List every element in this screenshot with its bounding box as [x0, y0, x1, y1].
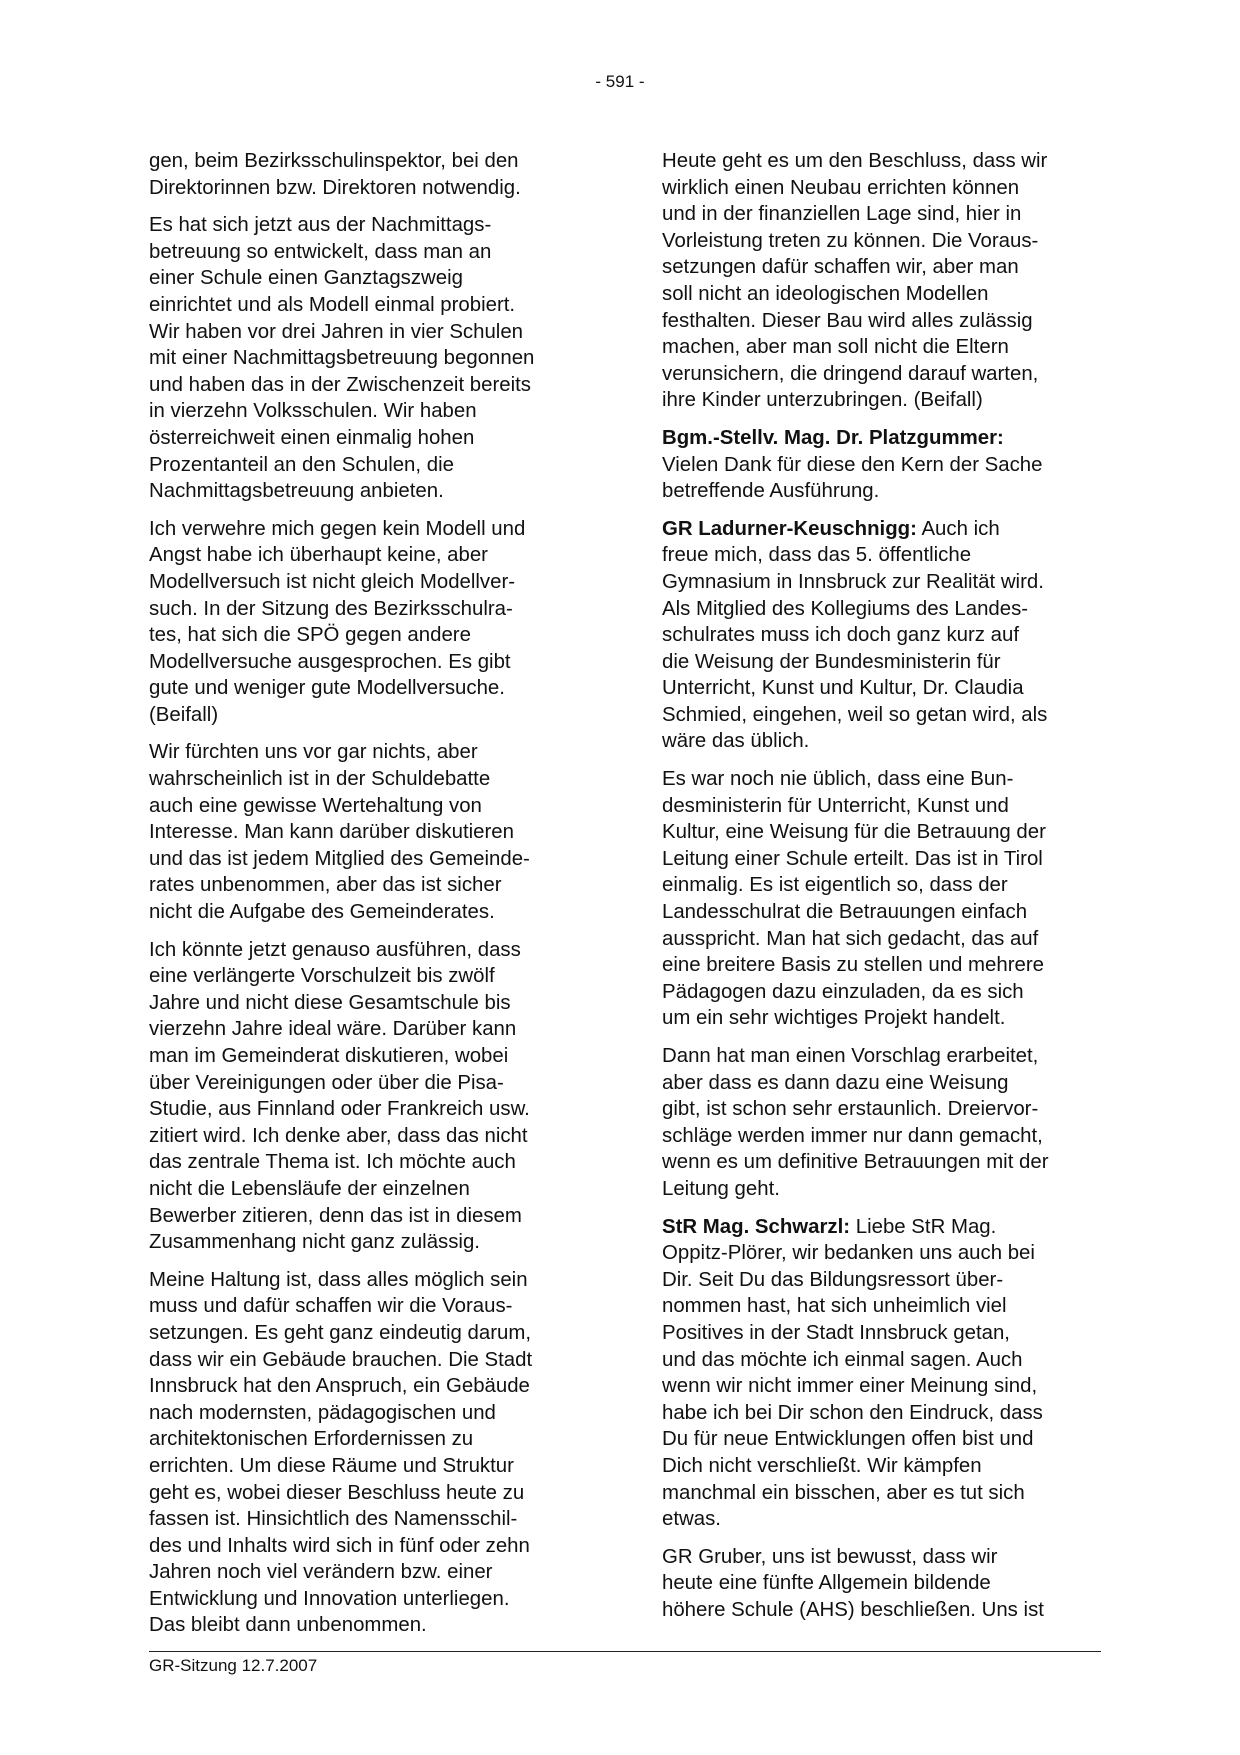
text-line: um ein sehr wichtiges Projekt handelt.	[662, 1007, 1006, 1030]
text-line: Positives in der Stadt Innsbruck getan,	[662, 1321, 1010, 1344]
text-line: Interesse. Man kann darüber diskutieren	[149, 821, 514, 844]
text-line: gibt, ist schon sehr erstaunlich. Dreiervor-	[662, 1098, 1039, 1121]
text-line: Als Mitglied des Kollegiums des Landes-	[662, 597, 1029, 620]
text-line: Unterricht, Kunst und Kultur, Dr. Claudia	[662, 677, 1024, 700]
text-line: Liebe StR Mag.	[850, 1215, 997, 1238]
text-line: schläge werden immer nur dann gemacht,	[662, 1124, 1043, 1147]
paragraph	[662, 516, 1098, 755]
text-line: fassen ist. Hinsichtlich des Namensschil-	[149, 1508, 518, 1531]
paragraph	[662, 766, 1098, 1032]
paragraph	[662, 1043, 1098, 1203]
text-line: dass wir ein Gebäude brauchen. Die Stadt	[149, 1348, 533, 1371]
text-line: Kultur, eine Weisung für die Betrauung der	[662, 821, 1046, 844]
text-line: das zentrale Thema ist. Ich möchte auch	[149, 1151, 516, 1174]
text-line: nach modernsten, pädagogischen und	[149, 1401, 496, 1424]
page-number: - 591 -	[595, 72, 645, 91]
paragraph	[149, 148, 585, 201]
paragraph	[149, 937, 585, 1256]
text-line: Direktorinnen bzw. Direktoren notwendig.	[149, 176, 521, 199]
text-line: gute und weniger gute Modellversuche.	[149, 677, 505, 700]
text-line: Das bleibt dann unbenommen.	[149, 1614, 427, 1637]
text-line: manchmal ein bisschen, aber es tut sich	[662, 1481, 1025, 1504]
text-line: wahrscheinlich ist in der Schuldebatte	[149, 768, 491, 791]
text-line: mit einer Nachmittagsbetreuung begonnen	[149, 347, 535, 370]
paragraph	[149, 212, 585, 505]
text-line: setzungen dafür schaffen wir, aber man	[662, 256, 1019, 279]
text-line: wirklich einen Neubau errichten können	[662, 176, 1020, 199]
text-line: nicht die Lebensläufe der einzelnen	[149, 1177, 470, 1200]
text-line: soll nicht an ideologischen Modellen	[662, 282, 989, 305]
text-line: höhere Schule (AHS) beschließen. Uns ist	[662, 1598, 1044, 1621]
text-line: Auch ich	[916, 517, 1000, 540]
text-line: Dich nicht verschließt. Wir kämpfen	[662, 1454, 982, 1477]
text-line: Vielen Dank für diese den Kern der Sache	[662, 453, 1043, 476]
text-line: Leitung geht.	[662, 1177, 780, 1200]
text-line: Es war noch nie üblich, dass eine Bun-	[662, 768, 1014, 791]
text-line: Ich könnte jetzt genauso ausführen, dass	[149, 938, 521, 961]
text-line: zitiert wird. Ich denke aber, dass das nicht	[149, 1124, 528, 1147]
text-line: Studie, aus Finnland oder Frankreich usw.	[149, 1098, 530, 1121]
text-line: verunsichern, die dringend darauf warten,	[662, 362, 1039, 385]
text-line: freue mich, dass das 5. öffentliche	[662, 544, 972, 567]
text-line: Meine Haltung ist, dass alles möglich sein	[149, 1268, 528, 1291]
text-line: und das ist jedem Mitglied des Gemeinde-	[149, 847, 530, 870]
paragraph	[662, 1544, 1098, 1624]
text-line: über Vereinigungen oder über die Pisa-	[149, 1071, 504, 1094]
text-line: habe ich bei Dir schon den Eindruck, dass	[662, 1401, 1043, 1424]
text-line: schulrates muss ich doch ganz kurz auf	[662, 624, 1020, 647]
text-line: wenn es um definitive Betrauungen mit der	[662, 1151, 1049, 1174]
text-line: Dir. Seit Du das Bildungsressort über-	[662, 1268, 1004, 1291]
text-line: nommen hast, hat sich unheimlich viel	[662, 1295, 1007, 1318]
text-line: Gymnasium in Innsbruck zur Realität wird.	[662, 570, 1044, 593]
text-line: setzungen. Es geht ganz eindeutig darum,	[149, 1321, 532, 1344]
text-line: Leitung einer Schule erteilt. Das ist in Tirol	[662, 847, 1043, 870]
paragraph	[149, 516, 585, 729]
text-line: vierzehn Jahre ideal wäre. Darüber kann	[149, 1018, 517, 1041]
text-line: nicht die Aufgabe des Gemeinderates.	[149, 901, 495, 924]
text-line: ausspricht. Man hat sich gedacht, das auf	[662, 927, 1039, 950]
text-line: Wir haben vor drei Jahren in vier Schulen	[149, 320, 524, 343]
text-line: einrichtet und als Modell einmal probiert.	[149, 293, 516, 316]
text-line: Landesschulrat die Betrauungen einfach	[662, 901, 1028, 924]
text-line: Modellversuch ist nicht gleich Modellver-	[149, 570, 516, 593]
text-line: betreffende Ausführung.	[662, 480, 880, 503]
text-line: geht es, wobei dieser Beschluss heute zu	[149, 1481, 525, 1504]
text-line: Wir fürchten uns vor gar nichts, aber	[149, 741, 478, 764]
text-line: wenn wir nicht immer einer Meinung sind,	[662, 1375, 1038, 1398]
text-line: architektonischen Erfordernissen zu	[149, 1428, 474, 1451]
text-line: des und Inhalts wird sich in fünf oder zehn	[149, 1534, 530, 1557]
text-line: Innsbruck hat den Anspruch, ein Gebäude	[149, 1375, 530, 1398]
text-line: Modellversuche ausgesprochen. Es gibt	[149, 650, 511, 673]
text-line: gen, beim Bezirksschulinspektor, bei den	[149, 150, 519, 172]
speaker-name: StR Mag. Schwarzl:	[662, 1215, 851, 1238]
text-line: betreuung so entwickelt, dass man an	[149, 240, 492, 263]
right-column	[662, 148, 1098, 1634]
text-line: man im Gemeinderat diskutieren, wobei	[149, 1045, 509, 1067]
text-line: rates unbenommen, aber das ist sicher	[149, 874, 502, 897]
text-line: Schmied, eingehen, weil so getan wird, als	[662, 703, 1048, 726]
left-column	[149, 148, 585, 1650]
text-line: wäre das üblich.	[662, 730, 810, 753]
paragraph	[149, 1267, 585, 1639]
text-line: und in der finanziellen Lage sind, hier in	[662, 203, 1022, 226]
text-line: Es hat sich jetzt aus der Nachmittags-	[149, 214, 492, 237]
speaker-name: Bgm.-Stellv. Mag. Dr. Platzgummer:	[662, 426, 1004, 449]
paragraph	[662, 148, 1098, 414]
text-line: Angst habe ich überhaupt keine, aber	[149, 544, 488, 567]
text-line: Vorleistung treten zu können. Die Voraus-	[662, 229, 1039, 252]
paragraph	[662, 1214, 1098, 1533]
text-line: Pädagogen dazu einzuladen, da es sich	[662, 980, 1024, 1003]
text-line: machen, aber man soll nicht die Eltern	[662, 336, 1009, 359]
text-line: Prozentanteil an den Schulen, die	[149, 453, 454, 476]
text-line: festhalten. Dieser Bau wird alles zulässig	[662, 309, 1033, 332]
paragraph	[662, 425, 1098, 505]
text-line: einmalig. Es ist eigentlich so, dass der	[662, 874, 1008, 897]
text-line: muss und dafür schaffen wir die Voraus-	[149, 1295, 513, 1318]
speaker-name: GR Ladurner-Keuschnigg:	[662, 517, 917, 540]
text-line: desministerin für Unterricht, Kunst und	[662, 794, 1009, 817]
footer-session-date: GR-Sitzung 12.7.2007	[149, 1656, 318, 1675]
text-line: eine verlängerte Vorschulzeit bis zwölf	[149, 965, 495, 988]
text-line: einer Schule einen Ganztagszweig	[149, 267, 463, 290]
text-line: tes, hat sich die SPÖ gegen andere	[149, 624, 471, 647]
paragraph	[149, 739, 585, 925]
text-line: Oppitz-Plörer, wir bedanken uns auch bei	[662, 1242, 1035, 1265]
text-line: Zusammenhang nicht ganz zulässig.	[149, 1231, 480, 1254]
text-line: und das möchte ich einmal sagen. Auch	[662, 1348, 1023, 1371]
text-line: Ich verwehre mich gegen kein Modell und	[149, 517, 526, 540]
text-line: Nachmittagsbetreuung anbieten.	[149, 480, 444, 503]
text-line: aber dass es dann dazu eine Weisung	[662, 1071, 1009, 1094]
text-line: (Beifall)	[149, 703, 219, 726]
text-line: errichten. Um diese Räume und Struktur	[149, 1454, 514, 1477]
text-line: etwas.	[662, 1508, 721, 1531]
text-line: Jahren noch viel verändern bzw. einer	[149, 1561, 493, 1584]
text-line: GR Gruber, uns ist bewusst, dass wir	[662, 1545, 998, 1568]
text-line: Entwicklung und Innovation unterliegen.	[149, 1587, 510, 1610]
text-line: Du für neue Entwicklungen offen bist und	[662, 1428, 1034, 1451]
text-line: österreichweit einen einmalig hohen	[149, 426, 475, 449]
text-line: Bewerber zitieren, denn das ist in diesem	[149, 1204, 522, 1227]
text-line: Jahre und nicht diese Gesamtschule bis	[149, 991, 511, 1014]
text-line: heute eine fünfte Allgemein bildende	[662, 1572, 991, 1595]
text-line: Heute geht es um den Beschluss, dass wir	[662, 150, 1048, 172]
text-line: in vierzehn Volksschulen. Wir haben	[149, 400, 477, 423]
text-line: auch eine gewisse Wertehaltung von	[149, 794, 482, 817]
text-line: ihre Kinder unterzubringen. (Beifall)	[662, 389, 983, 412]
text-line: und haben das in der Zwischenzeit bereits	[149, 373, 531, 396]
text-line: die Weisung der Bundesministerin für	[662, 650, 1001, 673]
text-line: eine breitere Basis zu stellen und mehrere	[662, 954, 1044, 977]
footer-divider	[149, 1651, 1101, 1652]
text-line: such. In der Sitzung des Bezirksschulra-	[149, 597, 513, 620]
text-line: Dann hat man einen Vorschlag erarbeitet,	[662, 1045, 1039, 1067]
